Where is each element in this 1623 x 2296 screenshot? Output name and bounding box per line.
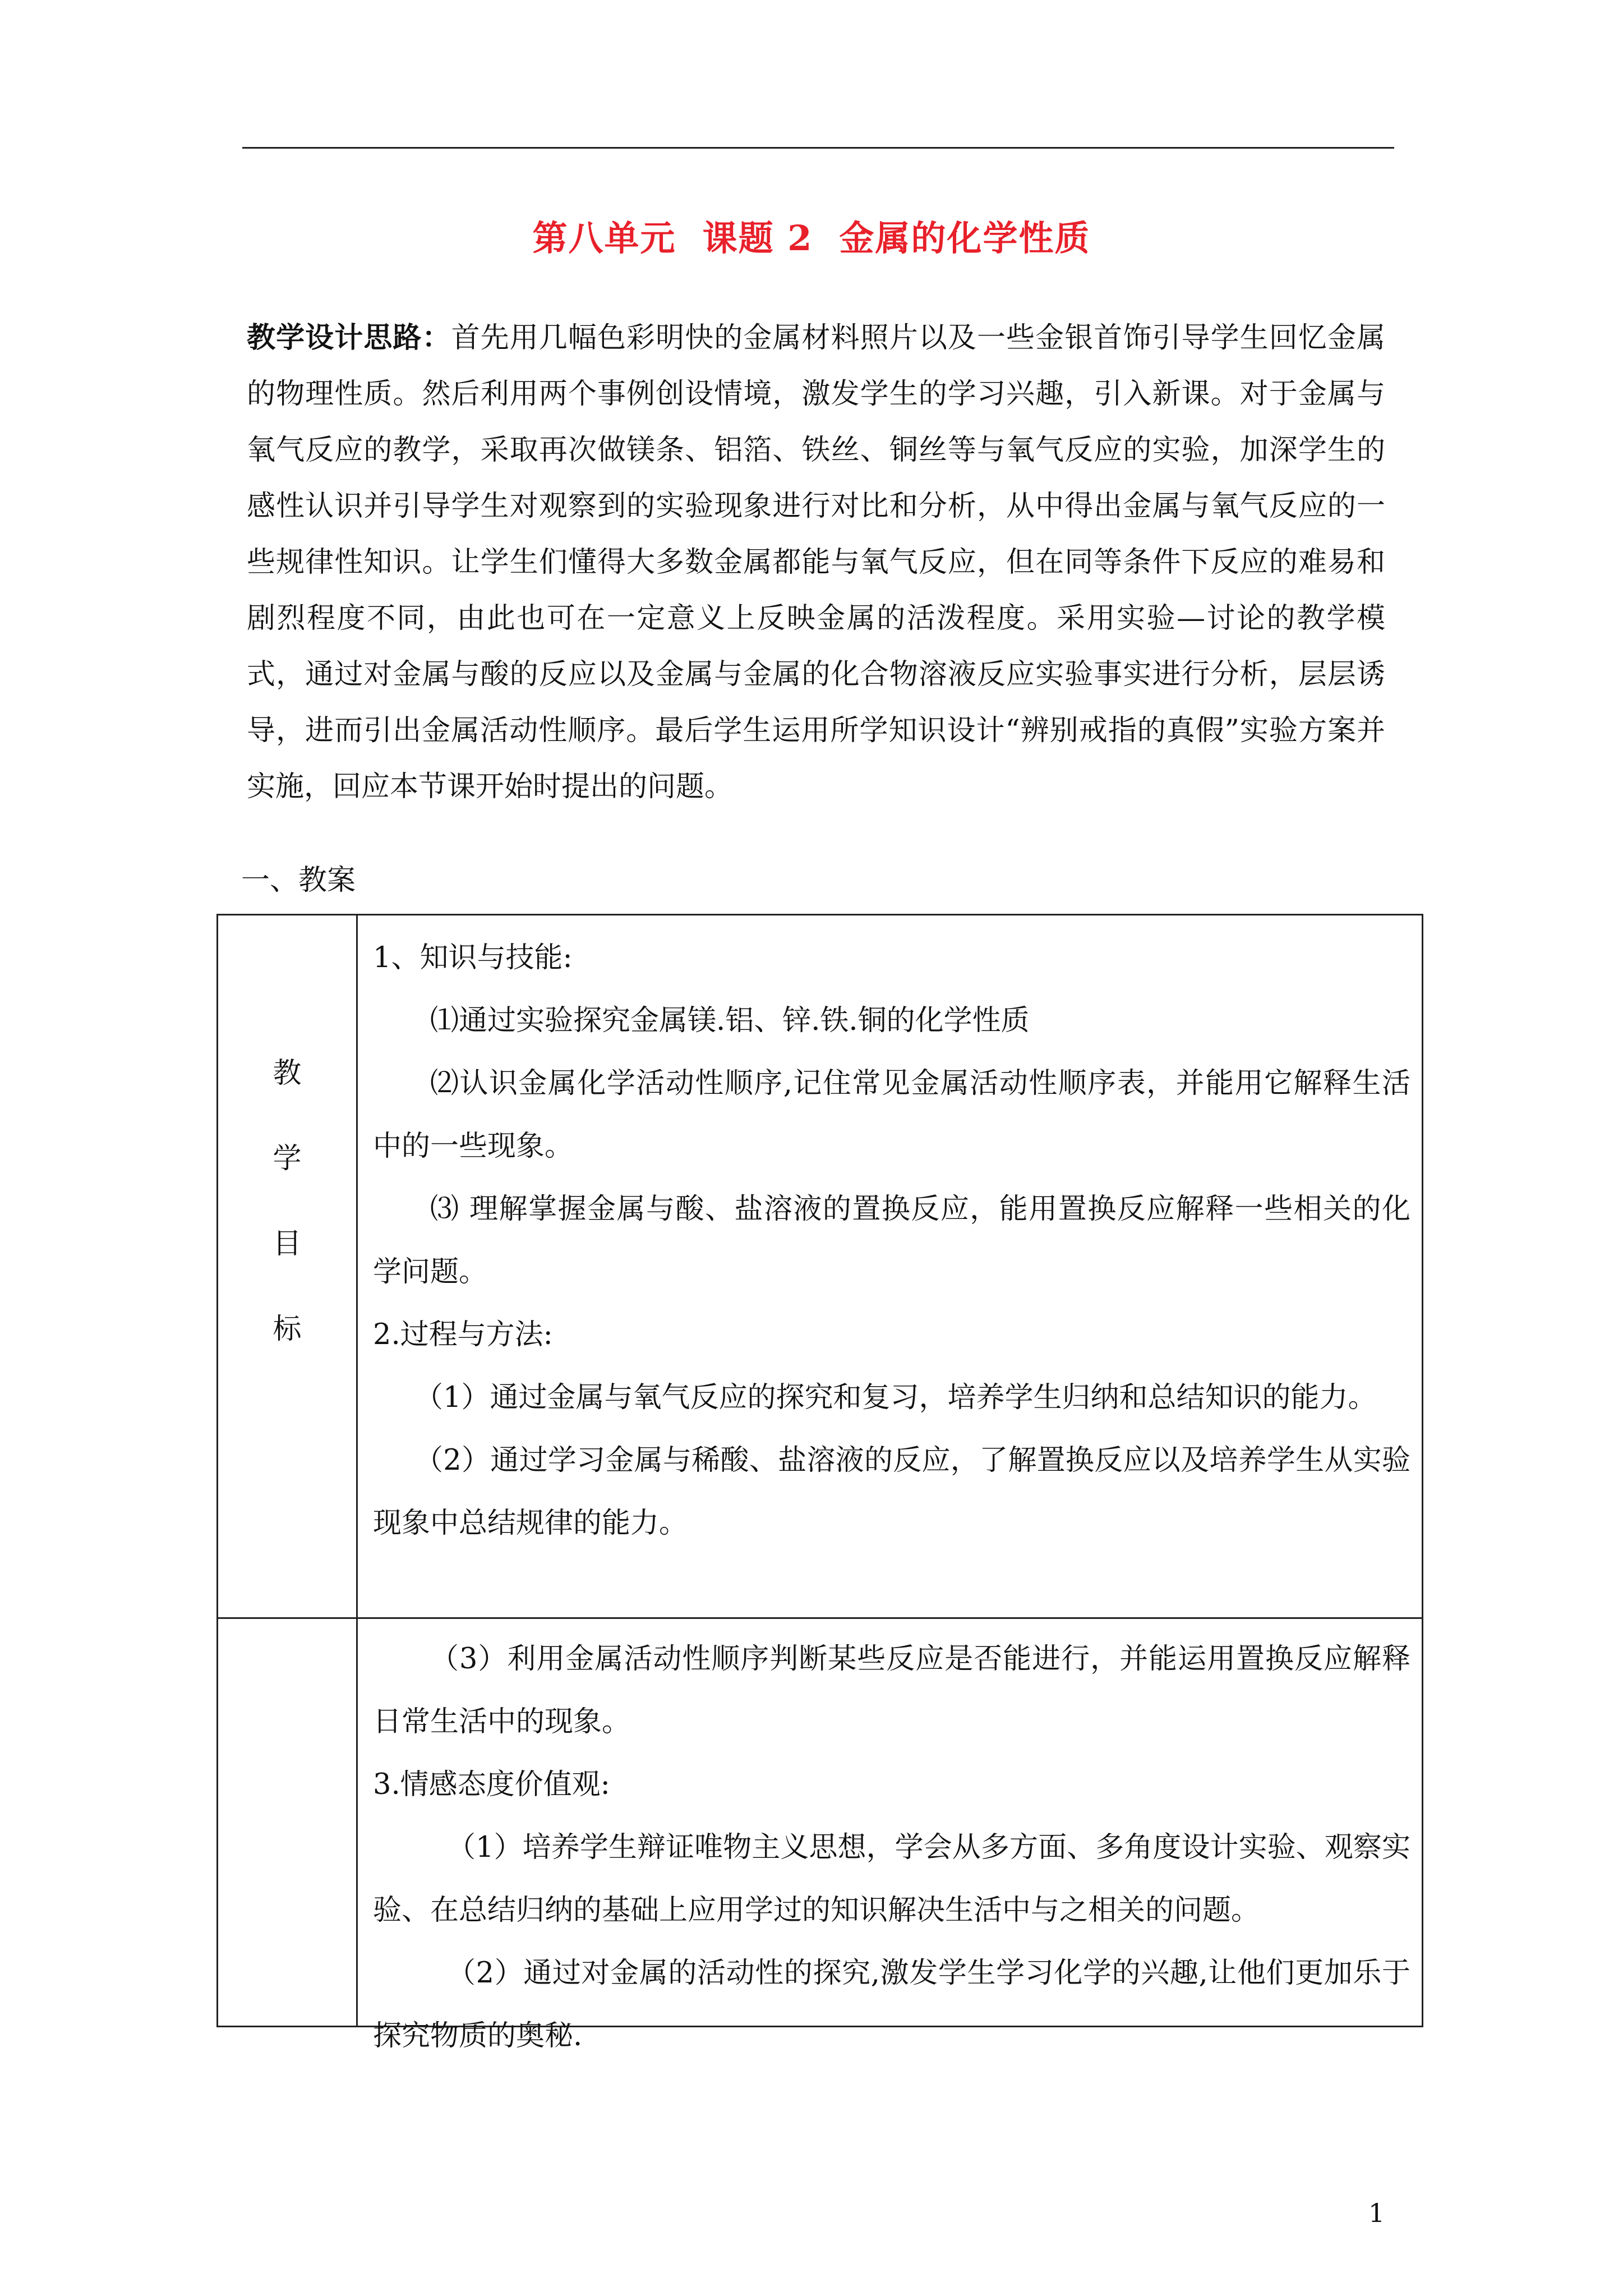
section-heading: 一、教案 [241, 864, 356, 897]
design-rationale-text: 首先用几幅色彩明快的金属材料照片以及一些金银首饰引导学生回忆金属的物理性质。然后利用两个事例创设情境，激发学生的学习兴趣，引入新课。对于金属与氧气反应的教学，采取再次做镁条、铝箔、铁丝、铜丝等与氧气反应的实验，加深学生的感性认识并引导学生对观察到的实验现象进行对比和分析，从中得出金属与氧气反应的一些规律性知识。让学生们懂得大多数金属都能与氧气反应，但在同等条件下反应的难易和剧烈程度不同，由此也可在一定意义上反映金属的活泼程度。采用实验—讨论的教学模式，通过对金属与酸的反应以及金属与金属的化合物溶液反应实验事实进行分析，层层诱导，进而引出金属活动性顺序。最后学生运用所学知识设计“辨别戒指的真假”实验方案并实施，回应本节课开始时提出的问题。 [247, 321, 1385, 803]
objectives-cell-1 [373, 927, 1410, 1555]
objective-item: （1）通过金属与氧气反应的探究和复习，培养学生归纳和总结知识的能力。 [414, 1381, 1377, 1414]
document-title: 第八单元 课题 2 金属的化学性质 [532, 218, 1091, 259]
objective-item: ⑵认识金属化学活动性顺序,记住常见金属活动性顺序表，并能用它解释生活中的一些现象。 [373, 1067, 1410, 1163]
objective-item: （2）通过对金属的活动性的探究,激发学生学习化学的兴趣,让他们更加乐于探究物质的奥秘. [373, 1957, 1410, 2053]
table-column-divider [356, 915, 358, 2026]
objective-item: （3）利用金属活动性顺序判断某些反应是否能进行，并能运用置换反应解释日常生活中的现象。 [373, 1642, 1410, 1738]
label-char: 目 [273, 1227, 302, 1260]
objectives-cell-2 [373, 1628, 1410, 2068]
objective-item: （1）培养学生辩证唯物主义思想，学会从多方面、多角度设计实验、观察实验、在总结归纳的基础上应用学过的知识解决生活中与之相关的问题。 [373, 1831, 1410, 1927]
page-number: 1 [1368, 2198, 1385, 2228]
label-char: 学 [273, 1142, 302, 1175]
objective-item: （2）通过学习金属与稀酸、盐溶液的反应，了解置换反应以及培养学生从实验现象中总结规律的能力。 [373, 1444, 1410, 1540]
objective-heading: 2.过程与方法: [373, 1318, 553, 1351]
objectives-label-cell [218, 1031, 356, 1372]
design-rationale-lead: 教学设计思路： [247, 321, 451, 355]
objective-item: ⑶ 理解掌握金属与酸、盐溶液的置换反应，能用置换反应解释一些相关的化学问题。 [373, 1193, 1410, 1289]
table-row-divider [218, 1617, 1422, 1619]
objectives-table [216, 914, 1423, 2053]
objective-heading: 3.情感态度价值观: [373, 1768, 610, 1801]
label-char: 教 [273, 1057, 302, 1090]
design-rationale [247, 310, 1385, 815]
header-rule [242, 147, 1394, 149]
label-char: 标 [273, 1313, 302, 1346]
objective-heading: 1、知识与技能: [373, 941, 573, 974]
objective-item: ⑴通过实验探究金属镁.铝、锌.铁.铜的化学性质 [430, 1004, 1030, 1037]
design-rationale-paragraph [247, 310, 1385, 815]
